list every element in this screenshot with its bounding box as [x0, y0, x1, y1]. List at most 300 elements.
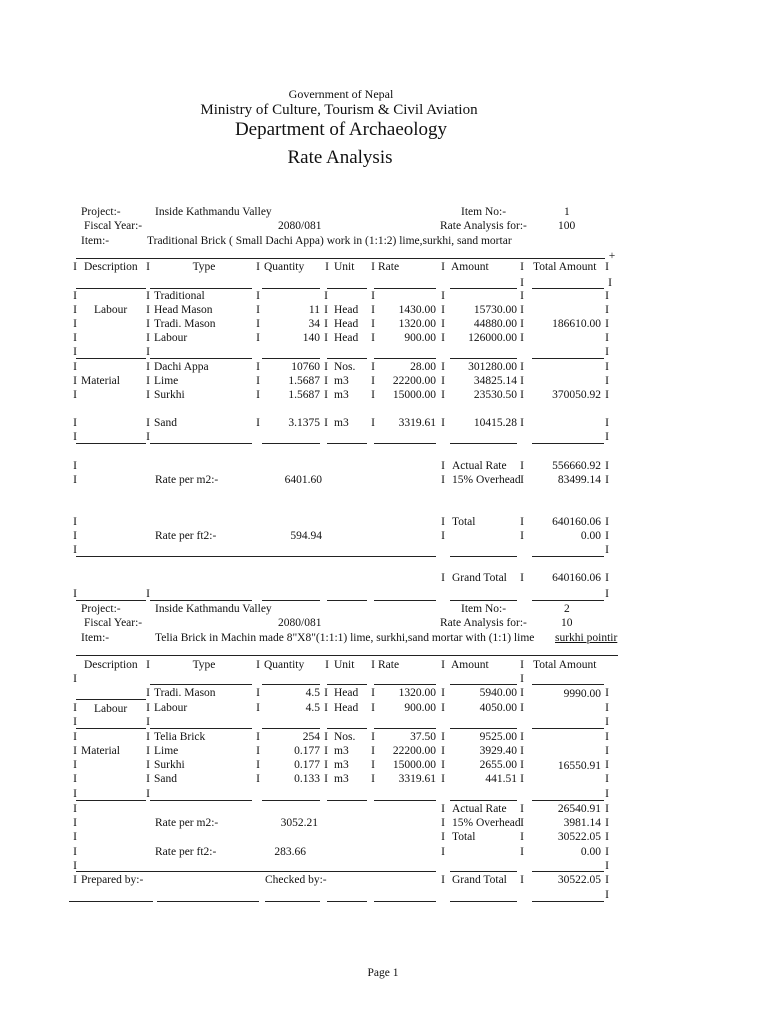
column-separator: I [73, 431, 77, 443]
rule-line [76, 443, 146, 444]
rate-analysis-for-label: Rate Analysis for:- [440, 617, 527, 629]
column-separator: I [441, 831, 445, 843]
column-separator: I [605, 460, 609, 472]
labour-row-quantity: 4.5 [305, 702, 320, 714]
material-row-rate: 3319.61 [398, 417, 436, 429]
rule-line [150, 288, 252, 289]
column-separator: I [520, 831, 524, 843]
fiscal-year-label: Fiscal Year:- [84, 617, 143, 629]
column-separator: I [520, 572, 524, 584]
column-separator: I [324, 290, 328, 302]
col-header-rate: Rate [378, 261, 400, 273]
column-separator: I [146, 431, 150, 443]
material-row-amount: 23530.50 [473, 389, 517, 401]
rule-line [150, 800, 252, 801]
column-separator: I [371, 659, 375, 671]
labour-row-type: Tradi. Mason [154, 318, 216, 330]
labour-row-unit: Head [334, 687, 359, 699]
column-separator: I [520, 460, 524, 472]
column-separator: I [520, 673, 524, 685]
material-row-type: Sand [154, 417, 177, 429]
labour-row-quantity: 140 [302, 332, 320, 344]
column-separator: I [605, 803, 609, 815]
rate-per-ft2-label: Rate per ft2:- [155, 846, 217, 858]
column-separator: I [73, 361, 77, 373]
rate-per-ft2-value: 283.66 [274, 846, 306, 858]
column-separator: I [146, 745, 150, 757]
column-separator: I [605, 304, 609, 316]
column-separator: I [324, 731, 328, 743]
column-separator: I [441, 659, 445, 671]
rule-line [76, 258, 605, 259]
column-separator: I [605, 389, 609, 401]
column-separator: I [256, 389, 260, 401]
column-separator: I [520, 530, 524, 542]
column-separator: I [441, 731, 445, 743]
column-separator: I [73, 261, 77, 273]
labour-row-type: Head Mason [154, 304, 213, 316]
actual-rate-value: 26540.91 [557, 803, 601, 815]
column-separator: I [73, 846, 77, 858]
page-number: Page 1 [367, 967, 399, 979]
column-separator: I [73, 673, 77, 685]
column-separator: I [441, 332, 445, 344]
rate-analysis-for-value: 10 [561, 617, 573, 629]
item-description: Traditional Brick ( Small Dachi Appa) work in (1:1:2) lime,surkhi, sand mortar [147, 235, 512, 247]
column-separator: I [146, 788, 150, 800]
item-no-value: 2 [564, 603, 570, 615]
labour-row-amount: 15730.00 [473, 304, 517, 316]
column-separator: I [324, 702, 328, 714]
material-total-amount: 16550.91 [557, 760, 601, 772]
fiscal-year-value: 2080/081 [278, 617, 322, 629]
column-separator: I [146, 346, 150, 358]
column-separator: I [520, 846, 524, 858]
column-separator: I [605, 874, 609, 886]
column-separator: I [520, 474, 524, 486]
government-heading: Government of Nepal [288, 87, 394, 101]
column-separator: I [256, 304, 260, 316]
column-separator: I [256, 361, 260, 373]
column-separator: I [520, 687, 524, 699]
material-row-type: Sand [154, 773, 177, 785]
column-separator: I [73, 417, 77, 429]
column-separator: I [256, 702, 260, 714]
grand-total-label: Grand Total [452, 572, 507, 584]
rate-per-m2-label: Rate per m2:- [155, 474, 219, 486]
column-separator: I [256, 318, 260, 330]
rule-line [76, 600, 146, 601]
rule-line [76, 556, 436, 557]
column-separator: I [605, 361, 609, 373]
col-header-rate: Rate [378, 659, 400, 671]
column-separator: I [73, 544, 77, 556]
column-separator: I [605, 261, 609, 273]
column-separator: I [73, 702, 77, 714]
rule-line [532, 358, 604, 359]
rule-line [450, 728, 517, 729]
project-value: Inside Kathmandu Valley [155, 603, 272, 615]
column-separator: I [605, 346, 609, 358]
column-separator: I [520, 745, 524, 757]
labour-row-unit: Head [334, 318, 359, 330]
rule-line [262, 443, 320, 444]
material-row-type: Telia Brick [154, 731, 206, 743]
material-row-rate: 28.00 [410, 361, 436, 373]
rate-per-m2-value: 3052.21 [280, 817, 318, 829]
rule-line [157, 901, 259, 902]
material-row-type: Dachi Appa [154, 361, 209, 373]
rule-line [150, 358, 252, 359]
material-row-unit: Nos. [334, 361, 356, 373]
column-separator: I [73, 817, 77, 829]
material-row-unit: m3 [334, 773, 349, 785]
column-separator: I [441, 290, 445, 302]
column-separator: I [146, 332, 150, 344]
material-row-amount: 9525.00 [479, 731, 517, 743]
rule-line [150, 728, 252, 729]
column-separator: I [371, 304, 375, 316]
column-separator: I [371, 318, 375, 330]
column-separator: I [605, 290, 609, 302]
item-label: Item:- [81, 235, 110, 247]
rule-line [262, 358, 320, 359]
rule-line [76, 871, 436, 872]
labour-row-rate: 1320.00 [398, 687, 436, 699]
overhead-label: 15% Overhead [452, 817, 521, 829]
column-separator: I [256, 261, 260, 273]
column-separator: I [441, 361, 445, 373]
column-separator: I [73, 460, 77, 472]
column-separator: I [605, 860, 609, 872]
item-no-label: Item No:- [461, 603, 507, 615]
column-separator: I [256, 745, 260, 757]
material-row-unit: m3 [334, 417, 349, 429]
labour-row-type: Tradi. Mason [154, 687, 216, 699]
column-separator: I [146, 659, 150, 671]
column-separator: I [73, 318, 77, 330]
column-separator: I [146, 261, 150, 273]
column-separator: I [520, 332, 524, 344]
column-separator: I [73, 773, 77, 785]
project-label: Project:- [81, 206, 121, 218]
column-separator: I [324, 745, 328, 757]
column-separator: I [73, 588, 77, 600]
column-separator: I [441, 759, 445, 771]
column-separator: I [256, 417, 260, 429]
rule-line [76, 699, 146, 700]
rule-line [532, 728, 604, 729]
column-separator: I [605, 687, 609, 699]
column-separator: I [605, 572, 609, 584]
column-separator: I [371, 731, 375, 743]
column-separator: I [371, 759, 375, 771]
column-separator: I [441, 773, 445, 785]
column-separator: I [605, 846, 609, 858]
column-separator: I [441, 304, 445, 316]
total-value: 640160.06 [552, 516, 601, 528]
ministry-heading: Ministry of Culture, Tourism & Civil Aviation [200, 102, 478, 118]
column-separator: I [371, 290, 375, 302]
item-label: Item:- [81, 632, 110, 644]
rate-per-ft2-label: Rate per ft2:- [155, 530, 217, 542]
column-separator: I [73, 788, 77, 800]
labour-group-label: Labour [94, 703, 128, 715]
rule-line [532, 871, 604, 872]
column-separator: I [371, 261, 375, 273]
rule-line [262, 600, 320, 601]
material-row-quantity: 1.5687 [288, 389, 320, 401]
column-separator: I [441, 874, 445, 886]
column-separator: I [441, 261, 445, 273]
material-row-amount: 301280.00 [468, 361, 517, 373]
labour-row-amount: 44880.00 [473, 318, 517, 330]
column-separator: I [605, 889, 609, 901]
column-separator: I [371, 687, 375, 699]
col-header-total-amount: Total Amount [533, 659, 597, 671]
material-row-rate: 22200.00 [392, 745, 436, 757]
column-separator: I [73, 731, 77, 743]
column-separator: I [325, 261, 329, 273]
rule-line [327, 800, 367, 801]
column-separator: I [520, 290, 524, 302]
actual-rate-label: Actual Rate [452, 803, 507, 815]
rule-line [262, 800, 320, 801]
rate-analysis-for-value: 100 [558, 220, 576, 232]
column-separator: I [371, 745, 375, 757]
labour-total-amount: 9990.00 [563, 688, 601, 700]
column-separator: I [371, 361, 375, 373]
checked-by-label: Checked by:- [265, 874, 327, 886]
column-separator: I [371, 773, 375, 785]
item-no-value: 1 [564, 206, 570, 218]
labour-row-rate: 900.00 [404, 702, 436, 714]
labour-row-quantity: 11 [308, 304, 320, 316]
rule-line [150, 443, 252, 444]
rule-line [532, 600, 604, 601]
total-label: Total [452, 516, 476, 528]
column-separator: I [441, 516, 445, 528]
col-header-quantity: Quantity [264, 261, 305, 273]
column-separator: I [608, 277, 612, 289]
rule-line [450, 358, 517, 359]
material-row-unit: m3 [334, 759, 349, 771]
column-separator: I [441, 375, 445, 387]
column-separator: I [520, 389, 524, 401]
labour-row-type: Labour [154, 702, 188, 714]
rule-line [327, 728, 367, 729]
rule-line [150, 684, 252, 685]
material-row-quantity: 254 [302, 731, 320, 743]
column-separator: I [605, 530, 609, 542]
column-separator: I [441, 745, 445, 757]
material-row-rate: 37.50 [410, 731, 436, 743]
column-separator: I [256, 659, 260, 671]
column-separator: I [73, 759, 77, 771]
column-separator: I [256, 731, 260, 743]
material-row-quantity: 0.177 [294, 745, 320, 757]
material-row-amount: 10415.28 [473, 417, 517, 429]
grand-total-value: 30522.05 [557, 874, 601, 886]
col-header-quantity: Quantity [264, 659, 305, 671]
rule-line [76, 358, 146, 359]
column-separator: I [146, 731, 150, 743]
column-separator: I [146, 417, 150, 429]
rule-line [450, 684, 517, 685]
column-separator: I [324, 375, 328, 387]
material-row-type: Surkhi [154, 389, 185, 401]
column-separator: I [605, 417, 609, 429]
labour-row-type: Labour [154, 332, 188, 344]
column-separator: I [520, 874, 524, 886]
rule-line [374, 443, 436, 444]
rule-line [532, 684, 604, 685]
col-header-type: Type [192, 261, 216, 273]
labour-row-rate: 1320.00 [398, 318, 436, 330]
rule-line [374, 901, 436, 902]
column-separator: I [73, 874, 77, 886]
rule-line [327, 600, 367, 601]
column-separator: I [73, 516, 77, 528]
column-separator: I [520, 361, 524, 373]
item-no-label: Item No:- [461, 206, 507, 218]
material-row-amount: 441.51 [485, 773, 517, 785]
column-separator: I [441, 803, 445, 815]
column-separator: I [146, 759, 150, 771]
column-separator: I [520, 375, 524, 387]
column-separator: I [441, 460, 445, 472]
column-separator: I [324, 759, 328, 771]
rate-per-m2-label: Rate per m2:- [155, 817, 219, 829]
rule-line [76, 800, 146, 801]
column-separator: I [324, 417, 328, 429]
fiscal-year-label: Fiscal Year:- [84, 220, 143, 232]
column-separator: I [146, 773, 150, 785]
labour-total-amount: 186610.00 [552, 318, 601, 330]
rule-line [374, 600, 436, 601]
item-description: Telia Brick in Machin made 8"X8"(1:1:1) lime, surkhi,sand mortar with (1:1) lime [155, 632, 535, 644]
rule-line [76, 728, 146, 729]
column-separator: I [605, 516, 609, 528]
rule-line [450, 871, 517, 872]
column-separator: I [441, 389, 445, 401]
column-separator: I [441, 318, 445, 330]
column-separator: I [605, 544, 609, 556]
rule-line [450, 556, 517, 557]
labour-row-unit: Head [334, 702, 359, 714]
column-separator: I [605, 745, 609, 757]
column-separator: I [520, 417, 524, 429]
column-separator: I [371, 417, 375, 429]
column-separator: I [73, 474, 77, 486]
material-row-unit: m3 [334, 389, 349, 401]
prepared-by-label: Prepared by:- [81, 874, 144, 886]
column-separator: I [256, 759, 260, 771]
column-separator: I [146, 290, 150, 302]
column-separator: I [256, 687, 260, 699]
rule-line [532, 556, 604, 557]
column-separator: I [73, 332, 77, 344]
rule-line [76, 655, 618, 656]
column-separator: I [520, 659, 524, 671]
rate-analysis-for-label: Rate Analysis for:- [440, 220, 527, 232]
column-separator: I [256, 290, 260, 302]
rule-line [532, 443, 604, 444]
ft2-total-value: 0.00 [580, 846, 601, 858]
column-separator: I [441, 474, 445, 486]
column-separator: I [325, 659, 329, 671]
column-separator: I [520, 731, 524, 743]
actual-rate-label: Actual Rate [452, 460, 507, 472]
material-row-quantity: 1.5687 [288, 375, 320, 387]
actual-rate-value: 556660.92 [552, 460, 601, 472]
column-separator: I [146, 588, 150, 600]
column-separator: I [324, 318, 328, 330]
column-separator: I [73, 831, 77, 843]
column-separator: I [605, 702, 609, 714]
labour-group-label: Labour [94, 304, 128, 316]
total-label: Total [452, 831, 476, 843]
col-header-type: Type [192, 659, 216, 671]
material-row-type: Lime [154, 745, 179, 757]
material-row-rate: 3319.61 [398, 773, 436, 785]
column-separator: I [520, 304, 524, 316]
rule-line [532, 901, 604, 902]
rule-line [374, 800, 436, 801]
material-row-quantity: 10760 [291, 361, 320, 373]
rule-line [327, 901, 367, 902]
column-separator: I [605, 318, 609, 330]
material-total-amount: 370050.92 [552, 389, 601, 401]
overhead-value: 3981.14 [563, 817, 601, 829]
grand-total-value: 640160.06 [552, 572, 601, 584]
column-separator: I [73, 346, 77, 358]
column-separator: I [520, 773, 524, 785]
column-separator: I [73, 860, 77, 872]
column-separator: I [324, 332, 328, 344]
column-separator: I [73, 290, 77, 302]
column-separator: I [520, 702, 524, 714]
column-separator: I [520, 516, 524, 528]
column-separator: I [146, 361, 150, 373]
rule-line [262, 684, 320, 685]
material-row-quantity: 3.1375 [288, 417, 320, 429]
column-separator: I [605, 817, 609, 829]
material-row-amount: 34825.14 [473, 375, 517, 387]
rule-line [69, 901, 153, 902]
column-separator: I [520, 759, 524, 771]
column-separator: I [520, 318, 524, 330]
labour-row-amount: 4050.00 [479, 702, 517, 714]
material-row-quantity: 0.177 [294, 759, 320, 771]
column-separator: I [324, 361, 328, 373]
column-separator: I [371, 375, 375, 387]
department-heading: Department of Archaeology [234, 119, 448, 140]
page-title: Rate Analysis [287, 147, 393, 168]
material-group-label: Material [81, 745, 120, 757]
col-header-unit: Unit [334, 659, 355, 671]
column-separator: I [324, 304, 328, 316]
column-separator: I [73, 716, 77, 728]
col-header-unit: Unit [334, 261, 355, 273]
material-row-rate: 15000.00 [392, 759, 436, 771]
column-separator: I [605, 474, 609, 486]
column-separator: I [441, 687, 445, 699]
column-separator: I [605, 731, 609, 743]
column-separator: I [73, 375, 77, 387]
rule-line [374, 684, 436, 685]
col-header-description: Description [84, 659, 138, 671]
